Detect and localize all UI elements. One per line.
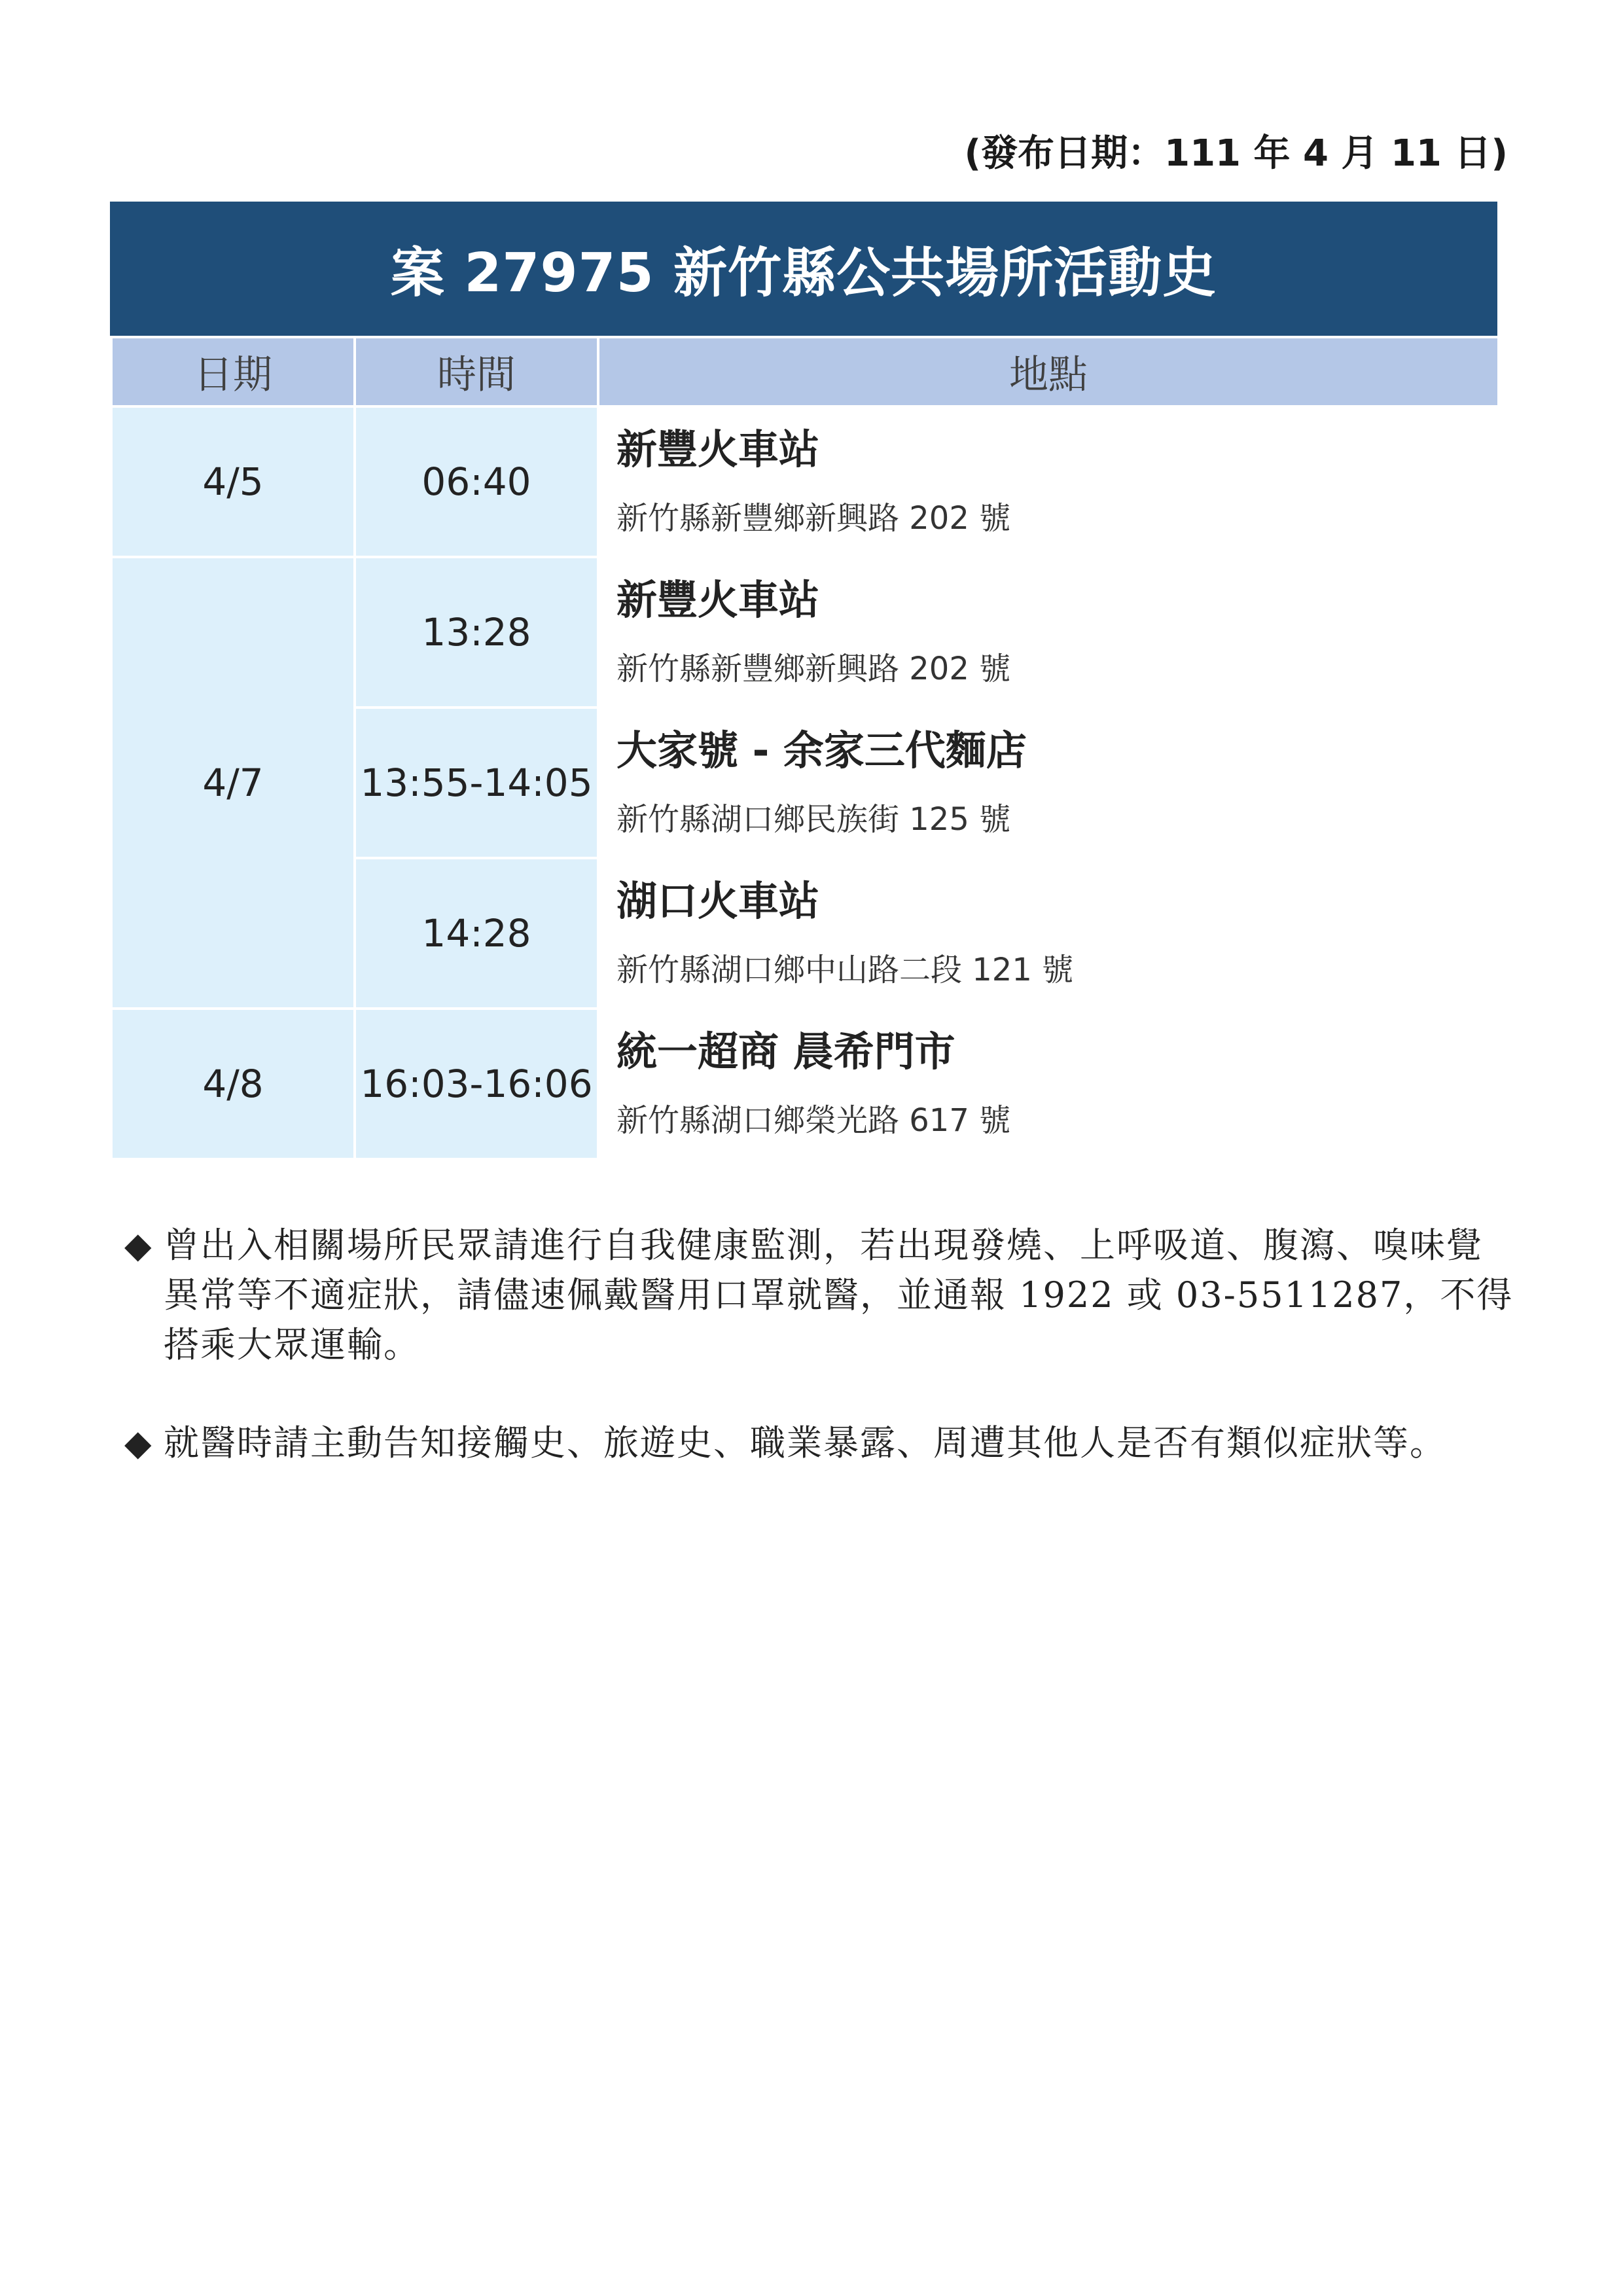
time-cell: 13:55-14:05 [355,708,598,858]
place-name: 統一超商 晨希門市 [616,1028,955,1076]
activity-table [110,202,1497,1160]
place-name: 新豐火車站 [616,425,820,474]
place-address: 新竹縣新豐鄉新興路 202 號 [616,650,1011,687]
location-cell [598,557,1499,708]
date-cell: 4/5 [111,406,355,557]
notice-text: 曾出入相關場所民眾請進行自我健康監測，若出現發燒、上呼吸道、腹瀉、嗅味覺異常等不適症狀，請儘速佩戴醫用口罩就醫，並通報 1922 或 03-5511287，不得搭乘大眾運輸。 [164,1225,1514,1365]
place-address: 新竹縣新豐鄉新興路 202 號 [616,499,1011,537]
place-name: 新豐火車站 [616,576,820,624]
place-address: 新竹縣湖口鄉中山路二段 121 號 [616,951,1074,988]
header-date: 日期 [111,337,355,406]
time-cell: 16:03-16:06 [355,1009,598,1159]
notice-item [124,1221,1518,1370]
header-location: 地點 [598,337,1499,406]
time-cell: 13:28 [355,557,598,708]
header-row [111,337,1499,406]
header-time: 時間 [355,337,598,406]
date-cell: 4/7 [111,557,355,1009]
notice-item [124,1418,1518,1468]
location-cell [598,1009,1499,1159]
location-cell [598,858,1499,1009]
time-cell: 14:28 [355,858,598,1009]
place-name: 大家號 - 余家三代麵店 [616,726,1027,775]
activity-grid [110,336,1500,1160]
diamond-bullet-icon: ◆ [124,1225,152,1266]
notice-section [124,1221,1518,1516]
release-date: (發布日期：111 年 4 月 11 日) [964,132,1508,175]
location-cell [598,708,1499,858]
time-cell: 06:40 [355,406,598,557]
table-row [111,406,1499,557]
place-name: 湖口火車站 [616,877,820,925]
date-cell: 4/8 [111,1009,355,1159]
place-address: 新竹縣湖口鄉民族街 125 號 [616,800,1011,838]
table-row [111,1009,1499,1159]
place-address: 新竹縣湖口鄉榮光路 617 號 [616,1102,1011,1139]
notice-text: 就醫時請主動告知接觸史、旅遊史、職業暴露、周遭其他人是否有類似症狀等。 [164,1422,1446,1463]
table-row [111,557,1499,708]
table-title: 案 27975 新竹縣公共場所活動史 [110,202,1497,336]
location-cell [598,406,1499,557]
diamond-bullet-icon: ◆ [124,1422,152,1463]
